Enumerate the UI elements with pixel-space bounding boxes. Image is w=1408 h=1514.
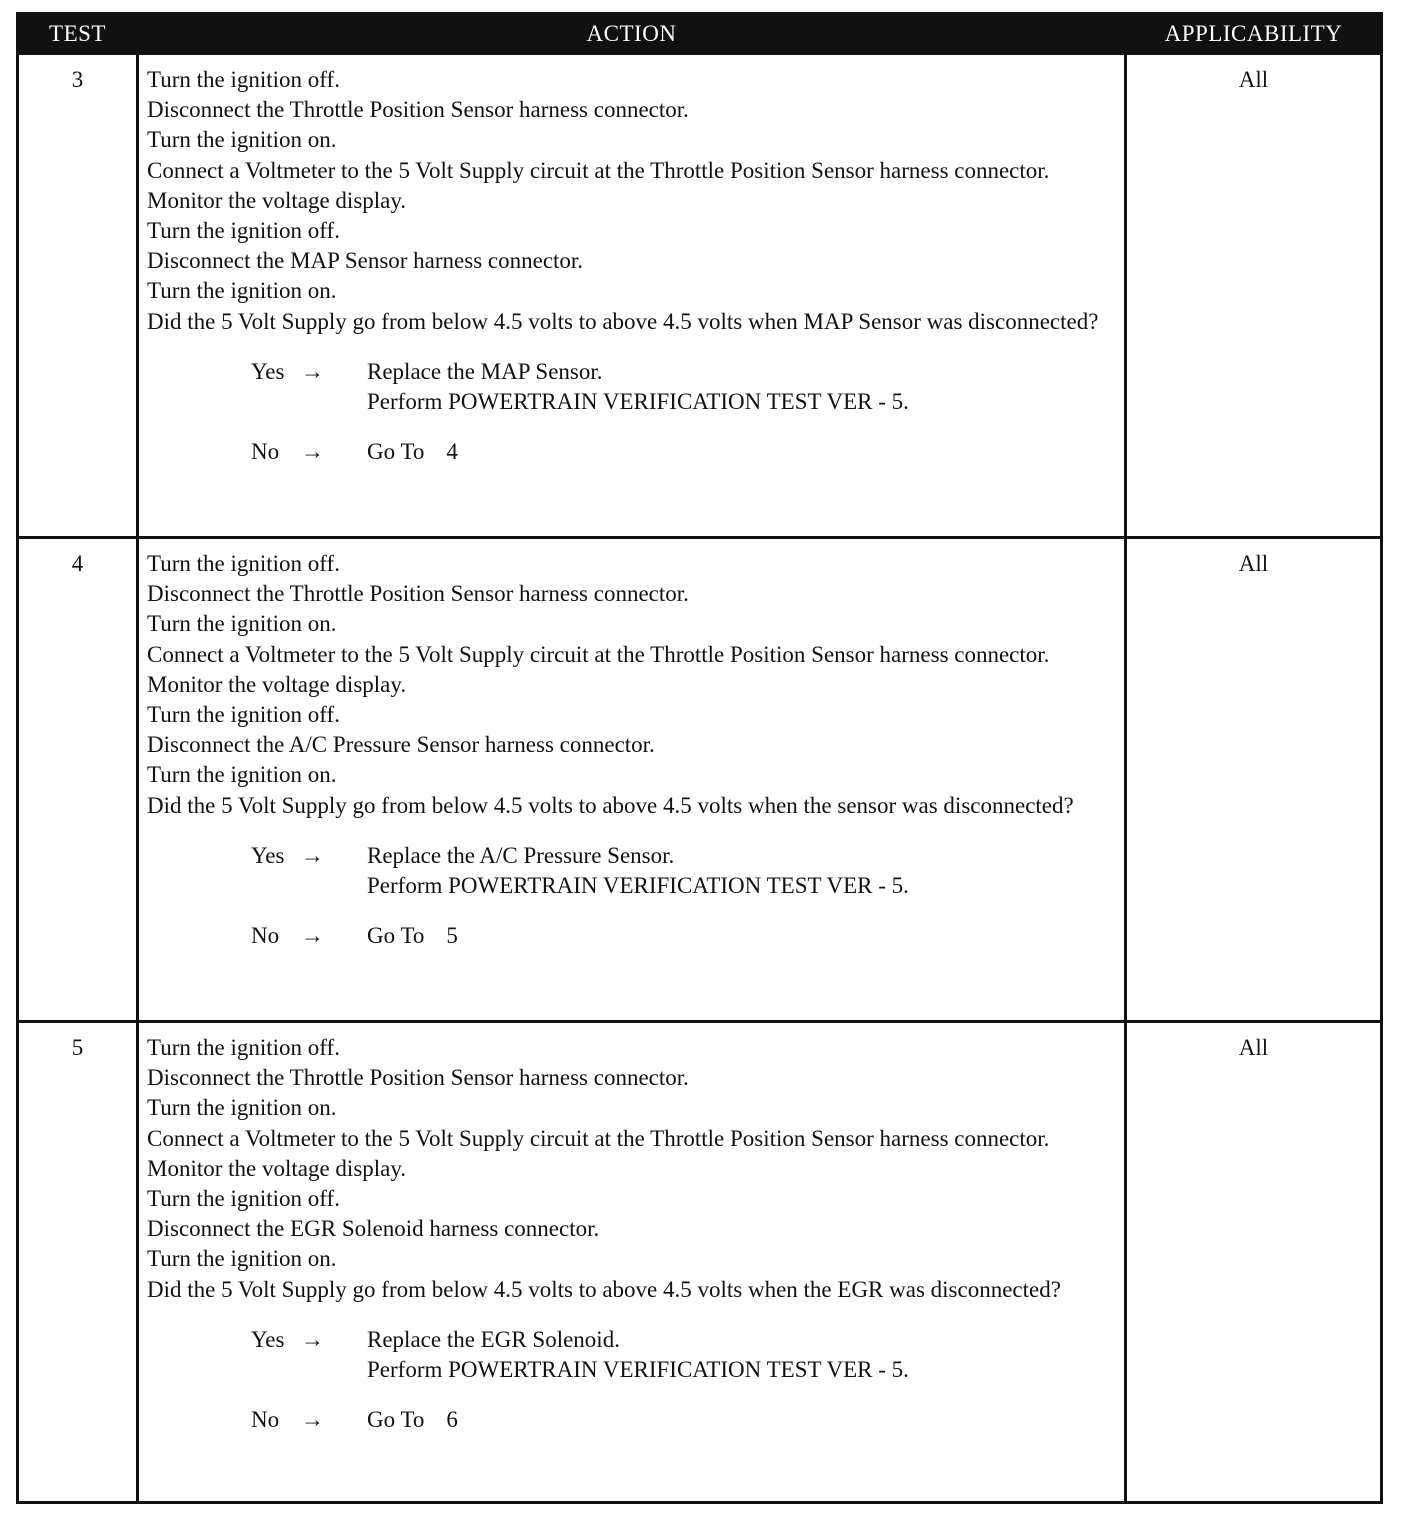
goto-test-number: 5: [446, 923, 458, 949]
action-step: Connect a Voltmeter to the 5 Volt Supply circuit at the Throttle Position Sensor harness connector.: [147, 1125, 1050, 1151]
action-step: Disconnect the EGR Solenoid harness connector.: [147, 1216, 600, 1242]
action-step: Turn the ignition off.: [147, 67, 340, 92]
action-step: Monitor the voltage display.: [147, 671, 407, 697]
test-row-3: [18, 54, 1382, 538]
action-step: Turn the ignition on.: [147, 278, 337, 304]
goto-test-number: 6: [446, 1407, 458, 1433]
no-outcome: [147, 1405, 1118, 1435]
question-step: Did the 5 Volt Supply go from below 4.5 volts to above 4.5 volts when MAP Sensor was disconnected?: [147, 308, 1099, 334]
action-step: Turn the ignition off.: [147, 551, 340, 576]
no-label: No: [251, 1407, 280, 1433]
yes-label: Yes: [251, 842, 285, 868]
action-step: Disconnect the Throttle Position Sensor harness connector.: [147, 97, 689, 123]
yes-result-line: Replace the A/C Pressure Sensor.: [367, 842, 675, 868]
question-step: Did the 5 Volt Supply go from below 4.5 volts to above 4.5 volts when the EGR was disconnected?: [147, 1276, 1061, 1302]
yes-result: [367, 841, 1118, 901]
yes-result-line: Replace the MAP Sensor.: [367, 358, 603, 384]
diagnostic-test-table: [16, 12, 1383, 1504]
yes-outcome: [147, 1325, 1118, 1385]
yes-label: Yes: [251, 358, 285, 384]
right-arrow-icon: →: [301, 358, 324, 384]
test-row-5: [18, 1022, 1382, 1503]
right-arrow-icon: →: [301, 1407, 324, 1433]
action-step: Turn the ignition on.: [147, 1246, 337, 1272]
yes-result: [367, 357, 1118, 417]
goto-text: Go To: [367, 439, 425, 465]
action-cell: [138, 1022, 1126, 1503]
action-step: Connect a Voltmeter to the 5 Volt Supply circuit at the Throttle Position Sensor harness connector.: [147, 157, 1050, 183]
applicability: All: [1126, 54, 1382, 538]
no-outcome: [147, 437, 1118, 467]
right-arrow-icon: →: [301, 923, 324, 949]
action-step: Turn the ignition off.: [147, 218, 340, 244]
action-step: Monitor the voltage display.: [147, 187, 407, 213]
no-label: No: [251, 923, 280, 949]
yes-result-line: Perform POWERTRAIN VERIFICATION TEST VER - 5.: [367, 389, 909, 415]
yes-result-line: Replace the EGR Solenoid.: [367, 1326, 620, 1352]
yes-outcome: [147, 841, 1118, 901]
no-result: [367, 1405, 1118, 1435]
column-header-applicability: APPLICABILITY: [1126, 14, 1382, 54]
right-arrow-icon: →: [301, 1326, 324, 1352]
column-header-action: ACTION: [138, 14, 1126, 54]
yes-result: [367, 1325, 1118, 1385]
right-arrow-icon: →: [301, 439, 324, 465]
action-step: Disconnect the MAP Sensor harness connector.: [147, 248, 584, 274]
right-arrow-icon: →: [301, 842, 324, 868]
action-step: Monitor the voltage display.: [147, 1155, 407, 1181]
goto-text: Go To: [367, 923, 425, 949]
action-step: Turn the ignition on.: [147, 1095, 337, 1121]
yes-result-line: Perform POWERTRAIN VERIFICATION TEST VER - 5.: [367, 1357, 909, 1383]
column-header-test: TEST: [18, 14, 138, 54]
diagnostic-test-sheet: [16, 12, 1380, 1502]
action-step: Turn the ignition on.: [147, 611, 337, 637]
applicability: All: [1126, 1022, 1382, 1503]
action-step: Disconnect the Throttle Position Sensor harness connector.: [147, 1065, 689, 1091]
goto-test-number: 4: [446, 439, 458, 465]
goto-text: Go To: [367, 1407, 425, 1433]
no-result: [367, 437, 1118, 467]
yes-result-line: Perform POWERTRAIN VERIFICATION TEST VER - 5.: [367, 873, 909, 899]
no-result: [367, 921, 1118, 951]
test-number: 3: [18, 54, 138, 538]
action-step: Turn the ignition off.: [147, 1186, 340, 1212]
test-number: 5: [18, 1022, 138, 1503]
test-row-4: [18, 538, 1382, 1022]
question-step: Did the 5 Volt Supply go from below 4.5 volts to above 4.5 volts when the sensor was disconnected?: [147, 792, 1074, 818]
test-number: 4: [18, 538, 138, 1022]
action-step: Turn the ignition on.: [147, 127, 337, 153]
no-label: No: [251, 439, 280, 465]
action-cell: [138, 538, 1126, 1022]
table-header-row: [18, 14, 1382, 54]
action-step: Connect a Voltmeter to the 5 Volt Supply circuit at the Throttle Position Sensor harness connector.: [147, 641, 1050, 667]
applicability: All: [1126, 538, 1382, 1022]
action-step: Turn the ignition off.: [147, 1035, 340, 1060]
action-step: Turn the ignition on.: [147, 762, 337, 788]
yes-label: Yes: [251, 1326, 285, 1352]
action-cell: [138, 54, 1126, 538]
action-step: Disconnect the A/C Pressure Sensor harness connector.: [147, 732, 655, 758]
yes-outcome: [147, 357, 1118, 417]
no-outcome: [147, 921, 1118, 951]
action-step: Disconnect the Throttle Position Sensor harness connector.: [147, 581, 689, 607]
action-step: Turn the ignition off.: [147, 702, 340, 728]
